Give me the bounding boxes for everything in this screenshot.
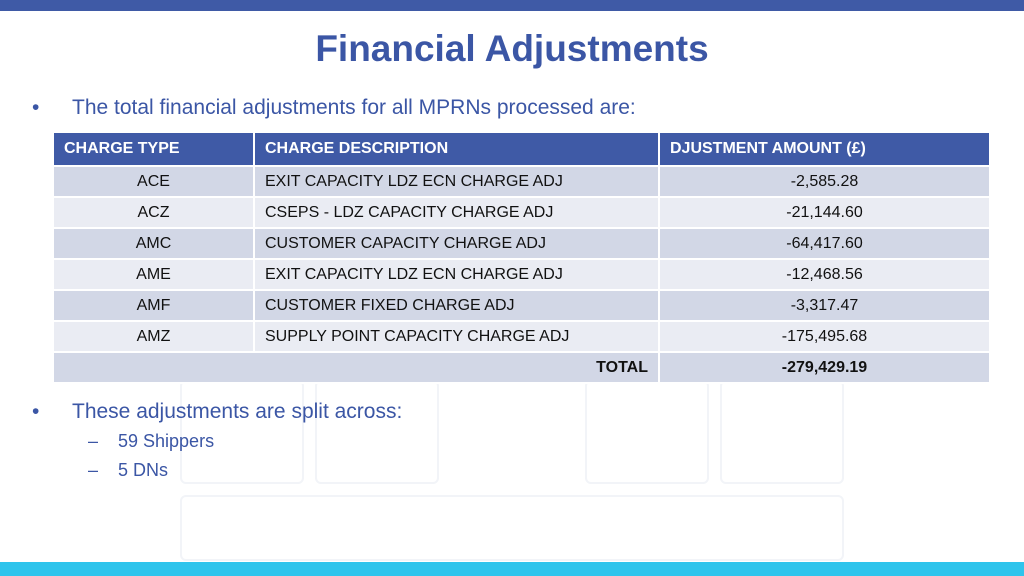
table-total-row xyxy=(54,352,990,383)
background-shape xyxy=(180,495,844,561)
total-label: TOTAL xyxy=(54,352,659,383)
background-shape xyxy=(585,380,709,484)
cell-charge-description: EXIT CAPACITY LDZ ECN CHARGE ADJ xyxy=(254,166,659,197)
cell-amount: -3,317.47 xyxy=(659,290,990,321)
cell-charge-type: AME xyxy=(54,259,254,290)
header-adjustment-amount: DJUSTMENT AMOUNT (£) xyxy=(659,133,990,166)
bullet-intro xyxy=(32,96,932,122)
cell-charge-type: AMZ xyxy=(54,321,254,352)
header-charge-type: CHARGE TYPE xyxy=(54,133,254,166)
cell-charge-description: EXIT CAPACITY LDZ ECN CHARGE ADJ xyxy=(254,259,659,290)
page-title: Financial Adjustments xyxy=(315,28,709,69)
bottom-accent-bar xyxy=(0,562,1024,576)
table-row xyxy=(54,290,990,321)
background-shape xyxy=(720,380,844,484)
bullet-marker: • xyxy=(32,96,40,119)
cell-charge-type: AMF xyxy=(54,290,254,321)
bullet-split xyxy=(32,400,632,426)
total-amount: -279,429.19 xyxy=(659,352,990,383)
sub-item-text: 5 DNs xyxy=(118,460,169,480)
table-header-row xyxy=(54,133,990,166)
bullet-text: These adjustments are split across: xyxy=(72,400,403,423)
cell-charge-type: AMC xyxy=(54,228,254,259)
bullet-text: The total financial adjustments for all MPRNs processed are: xyxy=(72,96,636,119)
cell-amount: -21,144.60 xyxy=(659,197,990,228)
sub-item-shippers xyxy=(88,431,388,453)
cell-charge-type: ACE xyxy=(54,166,254,197)
cell-amount: -64,417.60 xyxy=(659,228,990,259)
table-row xyxy=(54,259,990,290)
sub-item-text: 59 Shippers xyxy=(118,431,215,451)
cell-charge-description: CUSTOMER FIXED CHARGE ADJ xyxy=(254,290,659,321)
bullet-marker: • xyxy=(32,400,40,423)
header-charge-description: CHARGE DESCRIPTION xyxy=(254,133,659,166)
table-row xyxy=(54,166,990,197)
cell-amount: -175,495.68 xyxy=(659,321,990,352)
dash-marker: – xyxy=(88,460,99,480)
table-row xyxy=(54,197,990,228)
cell-charge-description: CUSTOMER CAPACITY CHARGE ADJ xyxy=(254,228,659,259)
dash-marker: – xyxy=(88,431,99,451)
cell-amount: -12,468.56 xyxy=(659,259,990,290)
table-row xyxy=(54,321,990,352)
cell-amount: -2,585.28 xyxy=(659,166,990,197)
table-row xyxy=(54,228,990,259)
sub-item-dns xyxy=(88,460,388,482)
adjustments-table xyxy=(54,133,991,384)
cell-charge-description: SUPPLY POINT CAPACITY CHARGE ADJ xyxy=(254,321,659,352)
top-accent-bar xyxy=(0,0,1024,11)
cell-charge-type: ACZ xyxy=(54,197,254,228)
cell-charge-description: CSEPS - LDZ CAPACITY CHARGE ADJ xyxy=(254,197,659,228)
